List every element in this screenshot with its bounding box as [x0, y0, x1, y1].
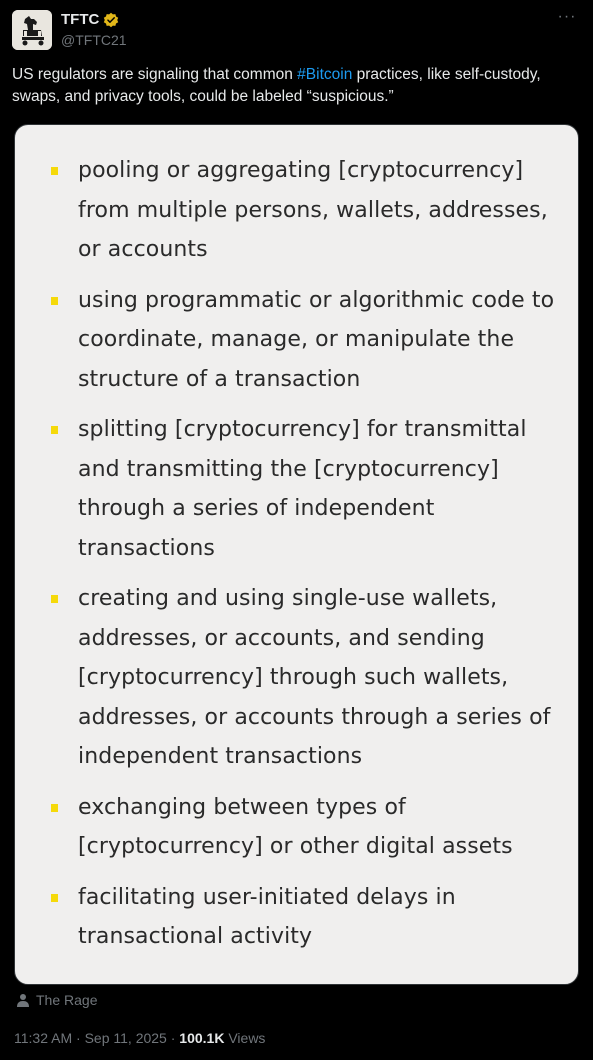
tweet-meta — [14, 1030, 265, 1046]
tweet-text-end: practices, like self-custody, swaps, and privacy tools, could be labeled “suspicious.” — [12, 66, 541, 105]
bullet-item — [15, 788, 579, 867]
more-options-icon[interactable]: ··· — [557, 8, 577, 25]
verified-badge-icon[interactable] — [103, 12, 119, 28]
timestamp-date[interactable]: Sep 11, 2025 — [84, 1030, 167, 1046]
views-count[interactable]: 100.1K — [179, 1030, 225, 1046]
views-label: Views — [224, 1030, 266, 1046]
person-icon — [16, 993, 30, 1007]
hashtag-link[interactable]: #Bitcoin — [297, 66, 353, 83]
bullet-item — [15, 410, 579, 568]
bullet-item — [15, 281, 579, 400]
bullet-text: creating and using single-use wallets, addresses, or accounts, and sending [cryptocurrency] through such wallets, addresses, or accounts through a series of independent transactions — [78, 586, 551, 769]
bullet-marker — [51, 595, 58, 603]
bullet-list — [15, 151, 579, 968]
bullet-text: using programmatic or algorithmic code to coordinate, manage, or manipulate the structure of a transaction — [78, 287, 555, 392]
bullet-text: pooling or aggregating [cryptocurrency] from multiple persons, wallets, addresses, or accounts — [78, 158, 548, 262]
meta-separator: · — [166, 1030, 180, 1046]
bullet-item — [15, 579, 579, 777]
bullet-marker — [51, 297, 58, 305]
trojan-horse-icon — [12, 10, 52, 50]
source-label: The Rage — [36, 992, 98, 1008]
avatar[interactable] — [12, 10, 52, 50]
tweet-image[interactable] — [14, 124, 579, 985]
handle[interactable]: @TFTC21 — [61, 32, 127, 48]
bullet-text: splitting [cryptocurrency] for transmittal and transmitting the [cryptocurrency] through a series of independent transactions — [78, 417, 527, 561]
tweet-text — [12, 64, 572, 108]
bullet-text: facilitating user-initiated delays in transactional activity — [78, 884, 456, 949]
bullet-marker — [51, 894, 58, 902]
bullet-marker — [51, 804, 58, 812]
bullet-item — [15, 151, 579, 270]
bullet-marker — [51, 426, 58, 434]
timestamp-time[interactable]: 11:32 AM — [14, 1030, 73, 1046]
display-name[interactable]: TFTC — [61, 11, 100, 28]
bullet-marker — [51, 167, 58, 175]
image-source[interactable] — [14, 991, 579, 1009]
tweet-text-start: US regulators are signaling that common — [12, 66, 298, 83]
tweet-header — [12, 10, 581, 50]
meta-separator: · — [72, 1030, 85, 1046]
bullet-item — [15, 878, 579, 957]
tweet-footer — [14, 991, 579, 1046]
bullet-text: exchanging between types of [cryptocurrency] or other digital assets — [78, 794, 513, 859]
